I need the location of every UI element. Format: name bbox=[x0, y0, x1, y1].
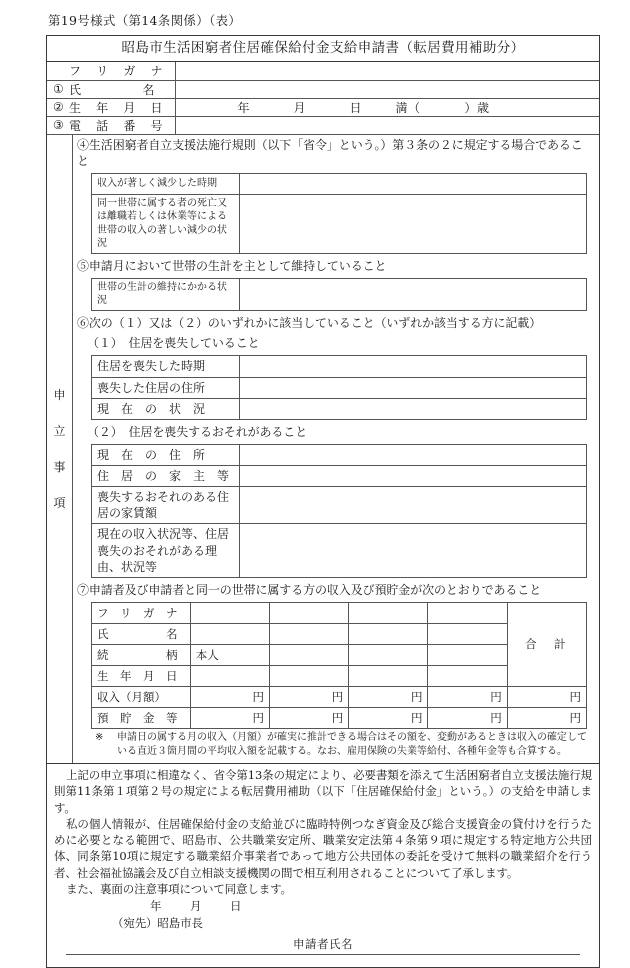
s6b-row1-input[interactable] bbox=[240, 444, 587, 465]
birthdate-input[interactable] bbox=[175, 98, 599, 116]
income-relation-col2[interactable] bbox=[270, 644, 349, 665]
table-row bbox=[92, 278, 587, 310]
name-label: 氏 名 bbox=[69, 82, 155, 97]
section-6-sub1-title: （１） 住居を喪失していること bbox=[87, 336, 260, 351]
section-7-note bbox=[73, 729, 599, 763]
side-label-char-3: 事 bbox=[53, 460, 66, 474]
income-savings-col2[interactable]: 円 bbox=[270, 707, 349, 728]
section-6-number: ⑥ bbox=[77, 315, 89, 330]
age-suffix: ）歳 bbox=[464, 100, 490, 115]
table-row bbox=[92, 465, 587, 486]
phone-label-cell bbox=[47, 116, 175, 134]
income-monthly-total[interactable]: 円 bbox=[507, 686, 586, 707]
side-label-char-2: 立 bbox=[53, 424, 66, 438]
birth-day-marker: 日 bbox=[349, 100, 363, 115]
income-furigana-col2[interactable] bbox=[270, 602, 349, 623]
table-row-monthly-income bbox=[92, 686, 587, 707]
income-birthdate-col3[interactable] bbox=[349, 665, 428, 686]
s4-row1-input[interactable] bbox=[240, 173, 587, 194]
table-row bbox=[92, 173, 587, 194]
table-row-phone bbox=[47, 116, 599, 134]
s6b-row2-input[interactable] bbox=[240, 465, 587, 486]
section-4-number: ④ bbox=[77, 138, 89, 153]
signature-space bbox=[54, 955, 592, 965]
income-savings-total[interactable]: 円 bbox=[507, 707, 586, 728]
income-row-label-name: 氏 名 bbox=[92, 623, 191, 644]
s4-row1-label: 収入が著しく減少した時期 bbox=[92, 173, 240, 194]
s6a-row1-label: 住居を喪失した時期 bbox=[92, 356, 240, 377]
income-row-label-relation: 続 柄 bbox=[92, 644, 191, 665]
phone-label: 電 話 番 号 bbox=[69, 118, 163, 133]
income-row-label-birthdate: 生 年 月 日 bbox=[92, 665, 191, 686]
form-outer-box bbox=[46, 35, 600, 968]
income-name-col3[interactable] bbox=[349, 623, 428, 644]
document-title: 昭島市生活困窮者住居確保給付金支給申請書（転居費用補助分） bbox=[47, 36, 599, 63]
income-name-col1[interactable] bbox=[190, 623, 269, 644]
name-label-cell bbox=[47, 80, 175, 98]
s6b-row1-label: 現 在 の 住 所 bbox=[92, 444, 240, 465]
s6a-row1-input[interactable] bbox=[240, 356, 587, 377]
name-input[interactable] bbox=[175, 80, 599, 98]
s6b-row2-label: 住 居 の 家 主 等 bbox=[92, 465, 240, 486]
s6a-row3-input[interactable] bbox=[240, 398, 587, 419]
income-name-col4[interactable] bbox=[428, 623, 507, 644]
income-name-col2[interactable] bbox=[270, 623, 349, 644]
birth-year-marker: 年 bbox=[237, 100, 251, 115]
birthdate-label-cell bbox=[47, 98, 175, 116]
phone-number: ③ bbox=[53, 118, 64, 133]
note-text: 申請日の属する月の収入（月額）が確実に推計できる場合はその額を、変動があるときは収入の確定している直近３箇月間の平均収入額を記載する。なお、雇用保険の失業等給付、各種年金等も合算する。 bbox=[117, 731, 587, 757]
section-6-heading-text: 次の（１）又は（２）のいずれかに該当していること（いずれか該当する方に記載） bbox=[88, 315, 542, 330]
section-6-sub2-table bbox=[91, 444, 587, 578]
s5-row1-input[interactable] bbox=[240, 278, 587, 310]
income-furigana-col1[interactable] bbox=[190, 602, 269, 623]
s6b-row4-label: 現在の収入状況等、住居喪失のおそれがある理由、状況等 bbox=[92, 524, 240, 578]
signature-line[interactable]: 申請者氏名 bbox=[66, 933, 580, 955]
income-furigana-col4[interactable] bbox=[428, 602, 507, 623]
s6b-row3-input[interactable] bbox=[240, 487, 587, 524]
table-row-furigana bbox=[92, 602, 587, 623]
income-monthly-col3[interactable]: 円 bbox=[349, 686, 428, 707]
section-6-sub1-table bbox=[91, 355, 587, 420]
applicant-header-table bbox=[47, 62, 599, 134]
table-row bbox=[92, 524, 587, 578]
table-row bbox=[92, 444, 587, 465]
side-label-char-4: 項 bbox=[53, 496, 66, 510]
table-row-savings bbox=[92, 707, 587, 728]
income-total-header: 合 計 bbox=[507, 602, 586, 686]
section-5-heading bbox=[73, 256, 599, 277]
section-7-heading bbox=[73, 580, 599, 601]
table-row bbox=[92, 487, 587, 524]
income-birthdate-col1[interactable] bbox=[190, 665, 269, 686]
table-row bbox=[92, 194, 587, 253]
date-day-marker: 日 bbox=[230, 899, 242, 914]
name-number: ① bbox=[53, 82, 64, 97]
s6a-row2-label: 喪失した住居の住所 bbox=[92, 377, 240, 398]
table-row-birthdate bbox=[47, 98, 599, 116]
side-label-char-1: 申 bbox=[53, 388, 66, 402]
age-prefix: 満（ bbox=[395, 100, 421, 115]
addressee-line: （宛先）昭島市長 bbox=[112, 915, 203, 930]
claims-side-label bbox=[47, 134, 73, 763]
furigana-label-cell bbox=[47, 62, 175, 80]
section-4-heading bbox=[73, 135, 599, 172]
date-month-marker: 月 bbox=[190, 899, 202, 914]
note-marker: ※ bbox=[95, 731, 104, 743]
table-row-furigana bbox=[47, 62, 599, 80]
section-5-heading-text: 申請月において世帯の生計を主として維持していること bbox=[88, 258, 387, 273]
phone-input[interactable] bbox=[175, 116, 599, 134]
income-monthly-col2[interactable]: 円 bbox=[270, 686, 349, 707]
section-7-income-table bbox=[91, 602, 587, 729]
table-row bbox=[92, 356, 587, 377]
section-5-table bbox=[91, 278, 587, 311]
declaration-paragraph-1: 上記の申立事項に相違なく、省令第13条の規定により、必要書類を添えて生活困窮者自立支援法施行規則第11条第１項第２号の規定による転居費用補助（以下「住居確保給付金」という。）の支給を申請します。 bbox=[54, 767, 592, 815]
furigana-label: フ リ ガ ナ bbox=[69, 64, 163, 79]
s6b-row3-label: 喪失するおそれのある住居の家賃額 bbox=[92, 487, 240, 524]
table-row bbox=[92, 377, 587, 398]
declaration-paragraph-3: また、裏面の注意事項について同意します。 bbox=[66, 882, 292, 897]
birth-month-marker: 月 bbox=[293, 100, 307, 115]
income-relation-col3[interactable] bbox=[349, 644, 428, 665]
s6a-row2-input[interactable] bbox=[240, 377, 587, 398]
section-7-heading-text: 申請者及び申請者と同一の世帯に属する方の収入及び預貯金が次のとおりであること bbox=[88, 583, 542, 598]
furigana-input[interactable] bbox=[175, 62, 599, 80]
s5-row1-label: 世帯の生計の維持にかかる状況 bbox=[92, 278, 240, 310]
declaration-paragraph-2: 私の個人情報が、住居確保給付金の支給並びに臨時特例つなぎ資金及び総合支援資金の貸付けを行うために必要となる範囲で、昭島市、公共職業安定所、職業安定法第４条第９項に規定する特定地方公共団体、同条第10項に規定する職業紹介事業者であって地方公共団体の委託を受けて無料の職業紹介を行う者、社会福祉協議会及び自立相談支援機関の間で相互利用されることについて了承します。 bbox=[54, 816, 592, 880]
income-monthly-col1[interactable]: 円 bbox=[190, 686, 269, 707]
section-4-heading-text: 生活困窮者自立支援法施行規則（以下「省令」という。）第３条の２に規定する場合であること bbox=[77, 138, 583, 168]
section-7-number: ⑦ bbox=[77, 583, 89, 598]
income-row-label-savings: 預 貯 金 等 bbox=[92, 707, 191, 728]
income-savings-col1[interactable]: 円 bbox=[190, 707, 269, 728]
section-6-sub2-title: （２） 住居を喪失するおそれがあること bbox=[87, 424, 308, 439]
income-savings-col3[interactable]: 円 bbox=[349, 707, 428, 728]
income-relation-col1[interactable]: 本人 bbox=[190, 644, 269, 665]
income-relation-col4[interactable] bbox=[428, 644, 507, 665]
submission-date-line[interactable] bbox=[54, 898, 592, 914]
form-number-line: 第19号様式（第14条関係）（表） bbox=[48, 13, 242, 28]
s4-row2-input[interactable] bbox=[240, 194, 587, 253]
date-year-marker: 年 bbox=[150, 899, 162, 914]
s6b-row4-input[interactable] bbox=[240, 524, 587, 578]
section-5-number: ⑤ bbox=[77, 258, 89, 273]
claims-body bbox=[73, 134, 599, 763]
declaration-footer bbox=[47, 763, 599, 968]
income-birthdate-col2[interactable] bbox=[270, 665, 349, 686]
birthdate-number: ② bbox=[53, 100, 64, 115]
income-row-label-monthly: 収入（月額） bbox=[92, 686, 191, 707]
income-row-label-furigana: フ リ ガ ナ bbox=[92, 602, 191, 623]
income-birthdate-col4[interactable] bbox=[428, 665, 507, 686]
table-row-name bbox=[47, 80, 599, 98]
s4-row2-label: 同一世帯に属する者の死亡又は離職若しくは休業等による世帯の収入の著しい減少の状況 bbox=[92, 194, 240, 253]
s6a-row3-label: 現 在 の 状 況 bbox=[92, 398, 240, 419]
table-row bbox=[92, 398, 587, 419]
section-4-table bbox=[91, 173, 587, 254]
income-savings-col4[interactable]: 円 bbox=[428, 707, 507, 728]
income-furigana-col3[interactable] bbox=[349, 602, 428, 623]
section-6-heading bbox=[73, 313, 599, 334]
income-monthly-col4[interactable]: 円 bbox=[428, 686, 507, 707]
claims-region bbox=[47, 134, 599, 763]
birthdate-label: 生 年 月 日 bbox=[69, 100, 163, 115]
